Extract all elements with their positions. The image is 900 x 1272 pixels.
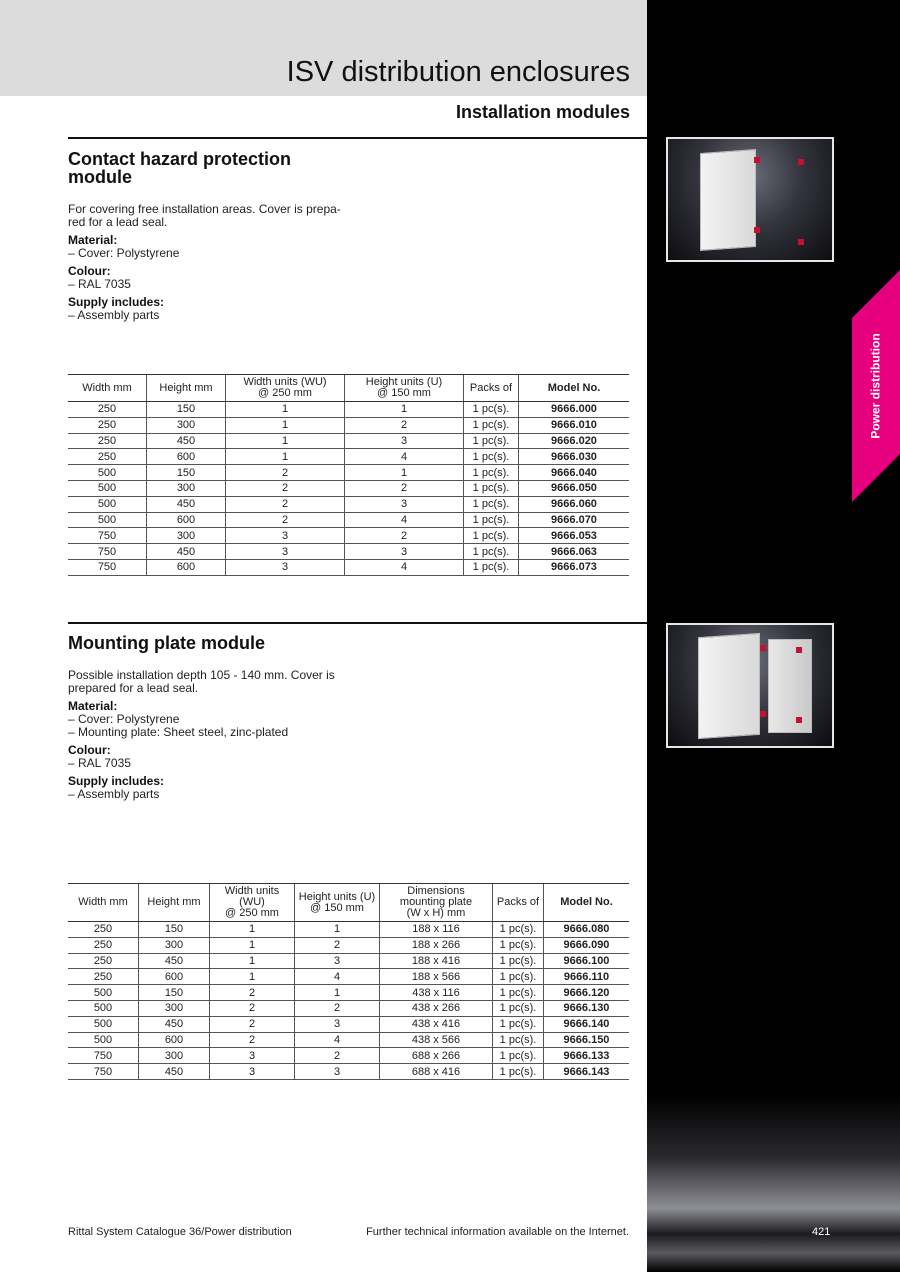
table-cell: 750 — [68, 559, 147, 575]
page-subtitle: Installation modules — [455, 102, 630, 122]
table-cell: 2 — [226, 496, 345, 512]
table-cell: 1 pc(s). — [464, 528, 519, 544]
table-row — [68, 465, 629, 481]
table-row — [68, 953, 629, 969]
table-cell: 3 — [295, 1016, 380, 1032]
table-cell: 450 — [139, 953, 210, 969]
table-cell: 2 — [210, 985, 295, 1001]
table-cell: 1 pc(s). — [464, 449, 519, 465]
table-cell: 1 pc(s). — [464, 417, 519, 433]
table-cell: 1 pc(s). — [493, 1048, 544, 1064]
table-cell: 300 — [139, 937, 210, 953]
table-cell: 600 — [139, 1032, 210, 1048]
table-cell: 500 — [68, 465, 147, 481]
model-number-cell: 9666.110 — [544, 969, 630, 985]
material-item: – Mounting plate: Sheet steel, zinc-plated — [68, 725, 289, 739]
model-number-cell: 9666.063 — [519, 544, 630, 560]
table-cell: 600 — [147, 449, 226, 465]
table-cell: 2 — [345, 528, 464, 544]
col-header: Packs of — [464, 375, 519, 402]
table-cell: 2 — [295, 1000, 380, 1016]
clip-icon — [796, 717, 802, 723]
table-cell: 1 — [295, 985, 380, 1001]
table-cell: 2 — [295, 1048, 380, 1064]
table-cell: 1 pc(s). — [493, 969, 544, 985]
table-cell: 438 x 566 — [380, 1032, 493, 1048]
table-cell: 1 pc(s). — [464, 496, 519, 512]
col-header: Width units (WU) @ 250 mm — [210, 884, 295, 922]
spec-table-mounting-plate — [68, 883, 629, 1080]
model-number-cell: 9666.053 — [519, 528, 630, 544]
model-number-cell: 9666.073 — [519, 559, 630, 575]
table-row — [68, 1016, 629, 1032]
mounting-plate-panel — [768, 639, 812, 733]
section-tab-label: Power distribution — [869, 333, 883, 439]
table-cell: 438 x 266 — [380, 1000, 493, 1016]
table-cell: 750 — [68, 1064, 139, 1080]
table-cell: 300 — [139, 1048, 210, 1064]
table-cell: 2 — [210, 1016, 295, 1032]
table-cell: 1 pc(s). — [464, 544, 519, 560]
table-cell: 3 — [345, 433, 464, 449]
table-cell: 3 — [345, 544, 464, 560]
colour-label: Colour: — [68, 264, 111, 278]
colour-item: – RAL 7035 — [68, 277, 131, 291]
table-cell: 1 — [210, 937, 295, 953]
section-mounting-plate — [68, 634, 368, 801]
table-cell: 450 — [139, 1064, 210, 1080]
model-number-cell: 9666.030 — [519, 449, 630, 465]
table-cell: 438 x 416 — [380, 1016, 493, 1032]
footer-info: Further technical information available on the Internet. — [366, 1226, 629, 1238]
clip-icon — [754, 227, 760, 233]
supply-label: Supply includes: — [68, 774, 165, 788]
col-header: Height units (U) @ 150 mm — [295, 884, 380, 922]
table-cell: 250 — [68, 417, 147, 433]
section-tab-label-wrap — [852, 270, 900, 502]
table-row — [68, 937, 629, 953]
table-row — [68, 544, 629, 560]
supply-label: Supply includes: — [68, 295, 165, 309]
model-number-cell: 9666.150 — [544, 1032, 630, 1048]
table-row — [68, 1048, 629, 1064]
table-cell: 250 — [68, 922, 139, 938]
table-row — [68, 1064, 629, 1080]
table-cell: 188 x 266 — [380, 937, 493, 953]
table-cell: 438 x 116 — [380, 985, 493, 1001]
table-cell: 2 — [226, 480, 345, 496]
product-photo-mounting-plate — [666, 623, 834, 748]
col-header: Height units (U) @ 150 mm — [345, 375, 464, 402]
table-cell: 450 — [139, 1016, 210, 1032]
model-number-cell: 9666.060 — [519, 496, 630, 512]
table-row — [68, 922, 629, 938]
table-cell: 3 — [226, 544, 345, 560]
table-cell: 188 x 416 — [380, 953, 493, 969]
clip-icon — [760, 645, 766, 651]
col-header: Dimensions mounting plate (W x H) mm — [380, 884, 493, 922]
table-cell: 1 pc(s). — [493, 1064, 544, 1080]
table-cell: 4 — [295, 1032, 380, 1048]
section-divider — [68, 137, 647, 139]
col-header: Model No. — [519, 375, 630, 402]
table-cell: 3 — [210, 1048, 295, 1064]
model-number-cell: 9666.120 — [544, 985, 630, 1001]
table-cell: 250 — [68, 449, 147, 465]
table-cell: 1 pc(s). — [464, 512, 519, 528]
model-number-cell: 9666.090 — [544, 937, 630, 953]
table-cell: 3 — [210, 1064, 295, 1080]
table-cell: 3 — [345, 496, 464, 512]
table-cell: 600 — [139, 969, 210, 985]
table-cell: 2 — [226, 512, 345, 528]
product-photo-cover-panel — [666, 137, 834, 262]
clip-icon — [754, 157, 760, 163]
table-cell: 4 — [295, 969, 380, 985]
table-row — [68, 496, 629, 512]
colour-item: – RAL 7035 — [68, 756, 131, 770]
table-cell: 750 — [68, 1048, 139, 1064]
section-contact-hazard — [68, 150, 368, 322]
table-row — [68, 433, 629, 449]
table-cell: 1 pc(s). — [464, 559, 519, 575]
table-row — [68, 985, 629, 1001]
table-cell: 1 pc(s). — [493, 937, 544, 953]
table-cell: 1 — [345, 402, 464, 418]
table-cell: 2 — [210, 1032, 295, 1048]
table-cell: 3 — [226, 528, 345, 544]
table-cell: 150 — [147, 465, 226, 481]
table-cell: 1 pc(s). — [464, 402, 519, 418]
model-number-cell: 9666.133 — [544, 1048, 630, 1064]
table-cell: 300 — [147, 480, 226, 496]
section-heading: Mounting plate module — [68, 633, 265, 653]
table-cell: 250 — [68, 969, 139, 985]
table-row — [68, 1000, 629, 1016]
material-item: – Cover: Polystyrene — [68, 246, 180, 260]
table-cell: 300 — [147, 528, 226, 544]
col-header: Width units (WU) @ 250 mm — [226, 375, 345, 402]
table-cell: 1 — [295, 922, 380, 938]
table-cell: 1 pc(s). — [493, 953, 544, 969]
table-cell: 250 — [68, 402, 147, 418]
table-cell: 1 — [226, 433, 345, 449]
table-cell: 450 — [147, 496, 226, 512]
model-number-cell: 9666.040 — [519, 465, 630, 481]
table-cell: 2 — [345, 417, 464, 433]
table-cell: 500 — [68, 1000, 139, 1016]
table-cell: 4 — [345, 449, 464, 465]
clip-icon — [760, 711, 766, 717]
table-cell: 2 — [295, 937, 380, 953]
model-number-cell: 9666.130 — [544, 1000, 630, 1016]
table-row — [68, 417, 629, 433]
table-cell: 1 — [345, 465, 464, 481]
table-cell: 3 — [226, 559, 345, 575]
cover-panel — [700, 149, 756, 251]
table-cell: 500 — [68, 1032, 139, 1048]
table-cell: 150 — [139, 922, 210, 938]
table-cell: 500 — [68, 480, 147, 496]
table-cell: 450 — [147, 544, 226, 560]
col-header: Packs of — [493, 884, 544, 922]
table-cell: 300 — [147, 417, 226, 433]
table-cell: 250 — [68, 433, 147, 449]
material-item: – Cover: Polystyrene — [68, 712, 180, 726]
table-cell: 600 — [147, 512, 226, 528]
table-cell: 500 — [68, 496, 147, 512]
table-cell: 1 pc(s). — [464, 433, 519, 449]
supply-item: – Assembly parts — [68, 787, 160, 801]
table-row — [68, 402, 629, 418]
table-cell: 1 pc(s). — [493, 922, 544, 938]
page-number: 421 — [812, 1226, 831, 1238]
table-cell: 250 — [68, 953, 139, 969]
table-row — [68, 449, 629, 465]
table-cell: 2 — [210, 1000, 295, 1016]
col-header: Width mm — [68, 375, 147, 402]
model-number-cell: 9666.010 — [519, 417, 630, 433]
model-number-cell: 9666.000 — [519, 402, 630, 418]
table-cell: 300 — [139, 1000, 210, 1016]
table-cell: 750 — [68, 544, 147, 560]
table-cell: 1 pc(s). — [493, 1016, 544, 1032]
model-number-cell: 9666.080 — [544, 922, 630, 938]
table-cell: 1 pc(s). — [493, 985, 544, 1001]
table-cell: 150 — [147, 402, 226, 418]
clip-icon — [798, 239, 804, 245]
model-number-cell: 9666.140 — [544, 1016, 630, 1032]
table-cell: 1 pc(s). — [464, 465, 519, 481]
table-cell: 1 — [210, 969, 295, 985]
col-header: Width mm — [68, 884, 139, 922]
table-cell: 1 — [226, 417, 345, 433]
clip-icon — [798, 159, 804, 165]
material-label: Material: — [68, 233, 118, 247]
table-cell: 500 — [68, 985, 139, 1001]
table-cell: 1 — [210, 953, 295, 969]
table-row — [68, 1032, 629, 1048]
table-cell: 750 — [68, 528, 147, 544]
supply-item: – Assembly parts — [68, 308, 160, 322]
model-number-cell: 9666.143 — [544, 1064, 630, 1080]
table-row — [68, 559, 629, 575]
colour-label: Colour: — [68, 743, 111, 757]
model-number-cell: 9666.050 — [519, 480, 630, 496]
col-header: Height mm — [139, 884, 210, 922]
table-cell: 1 — [210, 922, 295, 938]
table-row — [68, 969, 629, 985]
table-cell: 188 x 566 — [380, 969, 493, 985]
table-cell: 1 — [226, 449, 345, 465]
table-cell: 688 x 266 — [380, 1048, 493, 1064]
table-row — [68, 512, 629, 528]
model-number-cell: 9666.020 — [519, 433, 630, 449]
table-row — [68, 480, 629, 496]
model-number-cell: 9666.070 — [519, 512, 630, 528]
model-number-cell: 9666.100 — [544, 953, 630, 969]
section-divider — [68, 622, 647, 624]
table-cell: 1 — [226, 402, 345, 418]
table-cell: 188 x 116 — [380, 922, 493, 938]
section-heading: Contact hazard protection module — [68, 149, 292, 187]
table-cell: 2 — [345, 480, 464, 496]
table-cell: 4 — [345, 559, 464, 575]
table-cell: 3 — [295, 953, 380, 969]
table-cell: 500 — [68, 1016, 139, 1032]
table-cell: 500 — [68, 512, 147, 528]
table-cell: 4 — [345, 512, 464, 528]
col-header: Height mm — [147, 375, 226, 402]
table-cell: 600 — [147, 559, 226, 575]
section-description: For covering free installation areas. Cover is prepa- red for a lead seal. — [68, 202, 341, 229]
clip-icon — [796, 647, 802, 653]
footer-catalogue: Rittal System Catalogue 36/Power distribution — [68, 1226, 292, 1238]
table-cell: 3 — [295, 1064, 380, 1080]
table-cell: 2 — [226, 465, 345, 481]
table-cell: 250 — [68, 937, 139, 953]
cover-panel — [698, 633, 760, 739]
col-header: Model No. — [544, 884, 630, 922]
table-cell: 688 x 416 — [380, 1064, 493, 1080]
table-cell: 1 pc(s). — [493, 1032, 544, 1048]
table-cell: 1 pc(s). — [464, 480, 519, 496]
spec-table-contact-hazard — [68, 374, 629, 576]
table-row — [68, 528, 629, 544]
table-cell: 150 — [139, 985, 210, 1001]
material-label: Material: — [68, 699, 118, 713]
table-cell: 1 pc(s). — [493, 1000, 544, 1016]
table-cell: 450 — [147, 433, 226, 449]
page-title: ISV distribution enclosures — [286, 56, 630, 88]
section-description: Possible installation depth 105 - 140 mm. Cover is prepared for a lead seal. — [68, 668, 335, 695]
